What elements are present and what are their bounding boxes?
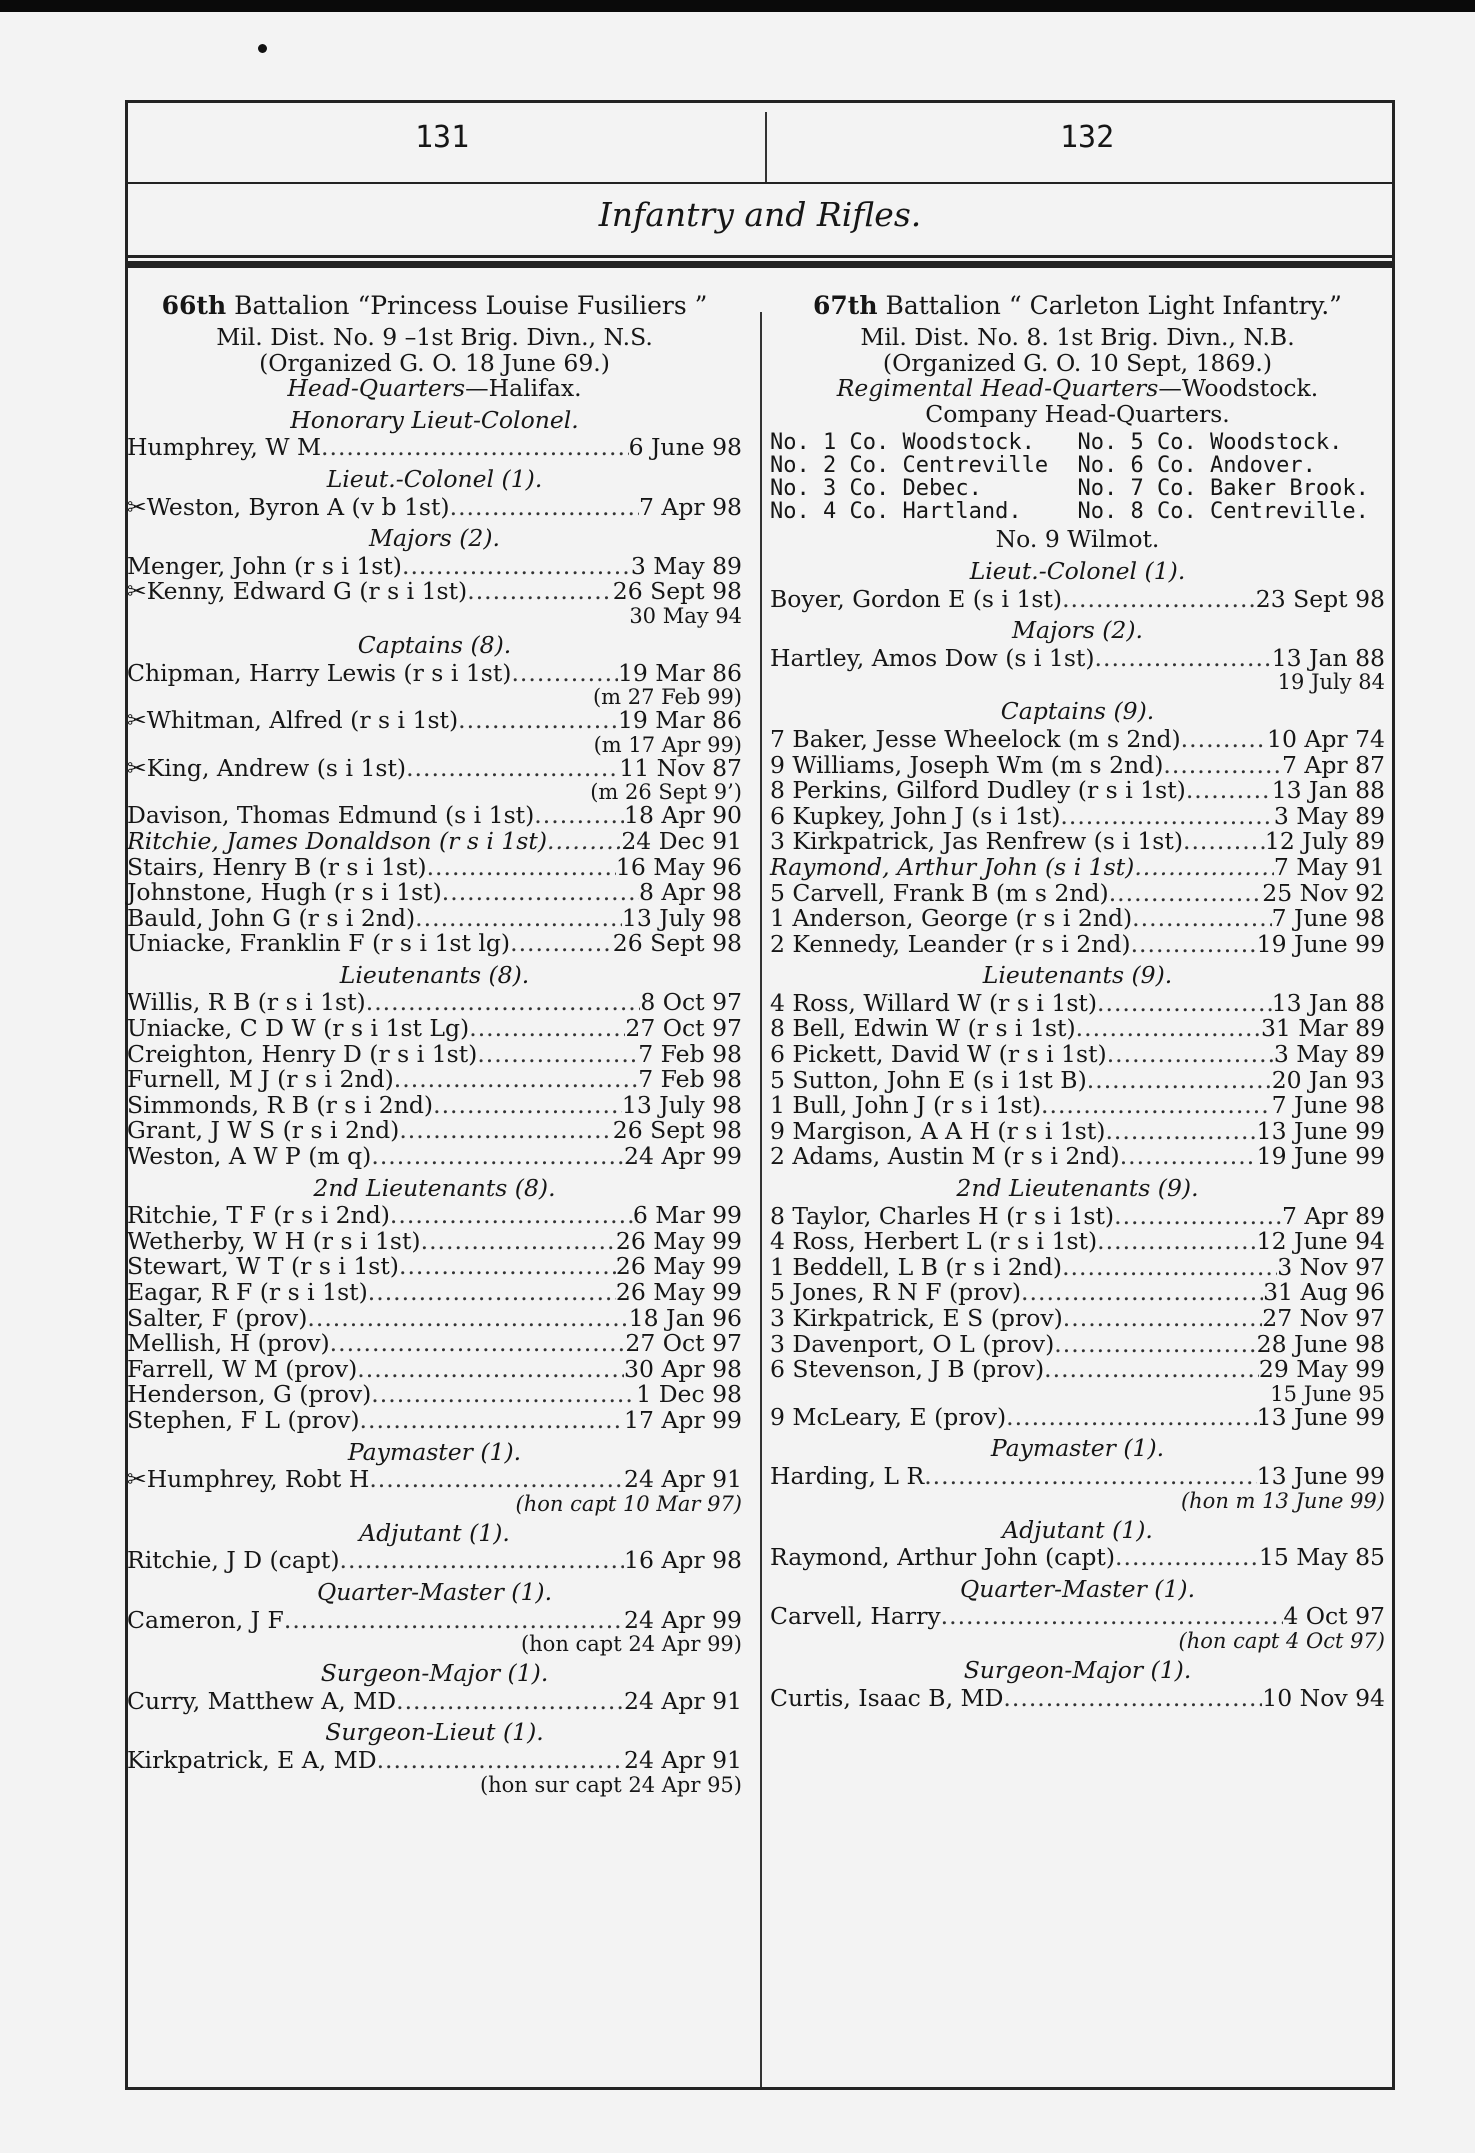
organized: (Organized G. O. 18 June 69.) — [259, 348, 610, 377]
entry: 4 Ross, Herbert L (r s i 1st) ..... 12 June 94 — [770, 1229, 1385, 1255]
entry: 1 Bull, John J (r s i 1st) ..... 7 June 98 — [770, 1093, 1385, 1119]
entry: 1 Anderson, George (r s i 2nd) ..... 7 June 98 — [770, 906, 1385, 932]
right-column — [770, 292, 1385, 1711]
company-hq-heading: Company Head-Quarters. — [925, 399, 1230, 428]
entry: 5 Carvell, Frank B (m s 2nd) ..... 25 Nov 92 — [770, 881, 1385, 907]
company-item: No. 3 Co. Debec. — [770, 476, 982, 502]
entry: Raymond, Arthur John (s i 1st) ..... 7 May 91 — [770, 855, 1385, 881]
entry: Henderson, G (prov) ..... 1 Dec 98 — [127, 1382, 742, 1408]
entry-sub: (hon capt 10 Mar 97) — [515, 1491, 742, 1516]
column-divider — [760, 312, 762, 2087]
entry: Cameron, J F ..... 24 Apr 99 — [127, 1608, 742, 1634]
entry: Stephen, F L (prov) ..... 17 Apr 99 — [127, 1408, 742, 1434]
section-lieutenants: Lieutenants (8). — [339, 960, 530, 989]
entry: 9 McLeary, E (prov) ..... 13 June 99 — [770, 1405, 1385, 1431]
battalion-name: Battalion “Princess Louise Fusiliers ” — [234, 291, 708, 320]
section-2nd-lieutenants: 2nd Lieutenants (8). — [313, 1173, 556, 1202]
entry: Kirkpatrick, E A, MD ..... 24 Apr 91 — [127, 1748, 742, 1774]
section-paymaster: Paymaster (1). — [990, 1434, 1165, 1463]
section-lt-col: Lieut.-Colonel (1). — [969, 556, 1186, 585]
entry: 4 Ross, Willard W (r s i 1st) ..... 13 Jan 88 — [770, 991, 1385, 1017]
entry: 8 Taylor, Charles H (r s i 1st) ..... 7 Apr 89 — [770, 1204, 1385, 1230]
entry: 8 Bell, Edwin W (r s i 1st) ..... 31 Mar 89 — [770, 1016, 1385, 1042]
section-surgeon-major: Surgeon-Major (1). — [963, 1655, 1192, 1684]
section-adjutant: Adjutant (1). — [1002, 1515, 1153, 1544]
entry: Weston, A W P (m q) ..... 24 Apr 99 — [127, 1144, 742, 1170]
section-captains: Captains (9). — [1000, 697, 1155, 726]
entry-sub: (hon sur capt 24 Apr 95) — [479, 1772, 742, 1797]
entry: Salter, F (prov) ..... 18 Jan 96 — [127, 1306, 742, 1332]
section-lt-col: Lieut.-Colonel (1). — [326, 464, 543, 493]
entry: Grant, J W S (r s i 2nd) ..... 26 Sept 98 — [127, 1118, 742, 1144]
section-surgeon-lieut: Surgeon-Lieut (1). — [325, 1718, 544, 1747]
district: Mil. Dist. No. 9 –1st Brig. Divn., N.S. — [216, 323, 653, 351]
section-2nd-lieutenants: 2nd Lieutenants (9). — [956, 1174, 1199, 1203]
entry: Creighton, Henry D (r s i 1st) ..... 7 Feb 98 — [127, 1042, 742, 1068]
header-rule-1 — [125, 255, 1395, 258]
entry: ✂King, Andrew (s i 1st) ..... 11 Nov 87 — [127, 756, 742, 782]
entry: 7 Baker, Jesse Wheelock (m s 2nd) ..... 10 Apr 74 — [770, 727, 1385, 753]
page-number-divider — [765, 112, 767, 182]
page-frame-right — [1392, 100, 1395, 2090]
entry: 9 Williams, Joseph Wm (m s 2nd) ..... 7 Apr 87 — [770, 753, 1385, 779]
entry-sub: (m 26 Sept 9’) — [590, 780, 742, 805]
entry: Boyer, Gordon E (s i 1st) ..... 23 Sept 98 — [770, 587, 1385, 613]
entry: 3 Davenport, O L (prov) ..... 28 June 98 — [770, 1332, 1385, 1358]
entry: Uniacke, C D W (r s i 1st Lg) ..... 27 Oct 97 — [127, 1016, 742, 1042]
bottom-rule — [125, 2087, 1395, 2090]
section-surgeon-major: Surgeon-Major (1). — [320, 1659, 549, 1688]
entry: 6 Stevenson, J B (prov) ..... 29 May 99 — [770, 1357, 1385, 1383]
company-item: No. 8 Co. Centreville. — [1077, 499, 1369, 525]
entry: Chipman, Harry Lewis (r s i 1st) ..... 19 Mar 86 — [127, 661, 742, 687]
section-captains: Captains (8). — [357, 630, 512, 659]
company-item: No. 9 Wilmot. — [995, 525, 1160, 554]
entry: 9 Margison, A A H (r s i 1st) ..... 13 June 99 — [770, 1119, 1385, 1145]
company-list — [770, 431, 1385, 523]
section-hon-lt-col: Honorary Lieut-Colonel. — [290, 405, 579, 434]
battalion-number: 66th — [161, 291, 227, 320]
entry: 3 Kirkpatrick, E S (prov) ..... 27 Nov 97 — [770, 1306, 1385, 1332]
entry: 5 Jones, R N F (prov) ..... 31 Aug 96 — [770, 1280, 1385, 1306]
scan-top-edge — [0, 0, 1475, 12]
entry: Uniacke, Franklin F (r s i 1st lg) ..... 26 Sept 98 — [127, 931, 742, 957]
entry-sub: (hon m 13 June 99) — [1180, 1488, 1385, 1513]
left-column — [127, 292, 742, 1796]
entry: Curry, Matthew A, MD ..... 24 Apr 91 — [127, 1689, 742, 1715]
entry: 2 Kennedy, Leander (r s i 2nd) ..... 19 June 99 — [770, 932, 1385, 958]
district: Mil. Dist. No. 8. 1st Brig. Divn., N.B. — [860, 323, 1295, 351]
company-item: No. 7 Co. Baker Brook. — [1077, 476, 1369, 502]
company-item: No. 1 Co. Woodstock. — [770, 430, 1035, 456]
section-quartermaster: Quarter-Master (1). — [959, 1574, 1196, 1603]
battalion-heading — [127, 292, 742, 319]
entry: Stewart, W T (r s i 1st) ..... 26 May 99 — [127, 1254, 742, 1280]
entry-sub: 15 June 95 — [1270, 1381, 1385, 1406]
entry-sub: (hon capt 24 Apr 99) — [520, 1632, 742, 1657]
entry: Carvell, Harry ..... 4 Oct 97 — [770, 1604, 1385, 1630]
top-rule — [125, 100, 1395, 103]
entry: Mellish, H (prov) ..... 27 Oct 97 — [127, 1331, 742, 1357]
entry-sub: (hon capt 4 Oct 97) — [1178, 1628, 1385, 1653]
entry: Willis, R B (r s i 1st) ..... 8 Oct 97 — [127, 990, 742, 1016]
company-item: No. 4 Co. Hartland. — [770, 499, 1022, 525]
entry: Davison, Thomas Edmund (s i 1st) ..... 18 Apr 90 — [127, 803, 742, 829]
entry: Stairs, Henry B (r s i 1st) ..... 16 May 96 — [127, 855, 742, 881]
entry: Eagar, R F (r s i 1st) ..... 26 May 99 — [127, 1280, 742, 1306]
entry: Farrell, W M (prov) ..... 30 Apr 98 — [127, 1357, 742, 1383]
entry: Simmonds, R B (r s i 2nd) ..... 13 July 98 — [127, 1093, 742, 1119]
title-rule — [125, 182, 1395, 184]
entry-sub: (m 27 Feb 99) — [592, 685, 742, 710]
page-title: Infantry and Rifles. — [598, 195, 922, 234]
battalion-number: 67th — [813, 291, 878, 320]
entry: Menger, John (r s i 1st) ..... 3 May 89 — [127, 554, 742, 580]
entry: 1 Beddell, L B (r s i 2nd) ..... 3 Nov 97 — [770, 1255, 1385, 1281]
entry: ✂Weston, Byron A (v b 1st) ..... 7 Apr 98 — [127, 495, 742, 521]
organized: (Organized G. O. 10 Sept, 1869.) — [882, 348, 1273, 377]
entry: 6 Kupkey, John J (s i 1st) ..... 3 May 89 — [770, 804, 1385, 830]
section-adjutant: Adjutant (1). — [359, 1518, 510, 1547]
headquarters: Head-Quarters—Halifax. — [287, 374, 582, 403]
document-page — [125, 100, 1395, 2090]
entry: Raymond, Arthur John (capt) ..... 15 May 85 — [770, 1545, 1385, 1571]
entry: 6 Pickett, David W (r s i 1st) ..... 3 May 89 — [770, 1042, 1385, 1068]
battalion-name: Battalion “ Carleton Light Infantry.” — [885, 291, 1342, 320]
section-majors: Majors (2). — [368, 524, 501, 553]
entry: Ritchie, J D (capt) ..... 16 Apr 98 — [127, 1548, 742, 1574]
entry: 8 Perkins, Gilford Dudley (r s i 1st) ..... 13 Jan 88 — [770, 778, 1385, 804]
entry: 2 Adams, Austin M (r s i 2nd) ..... 19 June 99 — [770, 1144, 1385, 1170]
company-item: No. 5 Co. Woodstock. — [1077, 430, 1343, 456]
entry: Curtis, Isaac B, MD ..... 10 Nov 94 — [770, 1686, 1385, 1712]
entry: ✂Humphrey, Robt H ..... 24 Apr 91 — [127, 1467, 742, 1493]
company-item: No. 2 Co. Centreville — [770, 453, 1049, 479]
entry-sub: 19 July 84 — [1277, 670, 1385, 695]
section-majors: Majors (2). — [1011, 616, 1144, 645]
entry: Bauld, John G (r s i 2nd) ..... 13 July 98 — [127, 906, 742, 932]
entry: 5 Sutton, John E (s i 1st B) ..... 20 Jan 93 — [770, 1068, 1385, 1094]
entry: ✂Kenny, Edward G (r s i 1st) ..... 26 Sept 98 — [127, 579, 742, 605]
entry: Wetherby, W H (r s i 1st) ..... 26 May 99 — [127, 1229, 742, 1255]
section-paymaster: Paymaster (1). — [347, 1437, 522, 1466]
company-item: No. 6 Co. Andover. — [1077, 453, 1316, 479]
ink-dot — [258, 44, 267, 53]
entry: Furnell, M J (r s i 2nd) ..... 7 Feb 98 — [127, 1067, 742, 1093]
entry: 3 Kirkpatrick, Jas Renfrew (s i 1st) ..... 12 July 89 — [770, 829, 1385, 855]
page-number-left: 131 — [415, 120, 470, 155]
section-quartermaster: Quarter-Master (1). — [316, 1577, 553, 1606]
entry-sub: (m 17 Apr 99) — [593, 732, 742, 757]
section-lieutenants: Lieutenants (9). — [982, 961, 1173, 990]
entry: ✂Whitman, Alfred (r s i 1st) ..... 19 Mar 86 — [127, 708, 742, 734]
header-rule-2 — [125, 261, 1395, 268]
entry: Hartley, Amos Dow (s i 1st) ..... 13 Jan 88 — [770, 646, 1385, 672]
entry: Johnstone, Hugh (r s i 1st) ..... 8 Apr 98 — [127, 880, 742, 906]
page-number-right: 132 — [1060, 120, 1115, 155]
entry: Ritchie, T F (r s i 2nd) ..... 6 Mar 99 — [127, 1203, 742, 1229]
entry: Harding, L R ..... 13 June 99 — [770, 1464, 1385, 1490]
entry-sub: 30 May 94 — [629, 603, 742, 628]
battalion-heading — [770, 292, 1385, 319]
entry: Ritchie, James Donaldson (r s i 1st) ..... 24 Dec 91 — [127, 829, 742, 855]
headquarters: Regimental Head-Quarters—Woodstock. — [836, 374, 1319, 403]
entry: Humphrey, W M ..... 6 June 98 — [127, 435, 742, 461]
